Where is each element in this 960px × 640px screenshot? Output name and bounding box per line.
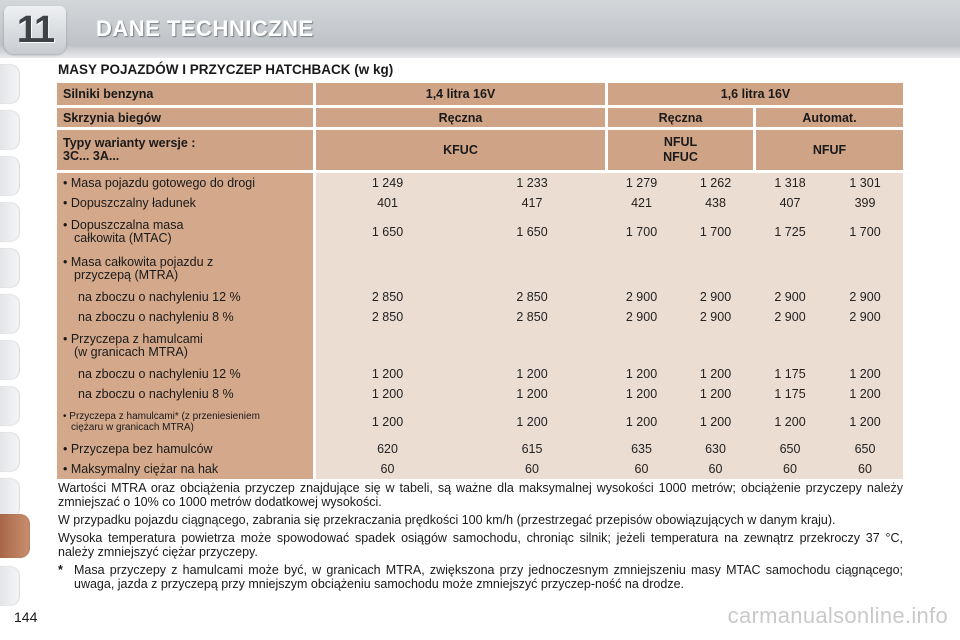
notes (58, 481, 903, 591)
table-row (57, 173, 903, 193)
type-kfuc: KFUC (313, 130, 605, 170)
row-label-text: na zboczu o nachyleniu 8 % (78, 310, 234, 324)
cell-value: 2 900 (605, 307, 678, 327)
cell-value: 401 (313, 193, 459, 213)
types-header-row (57, 130, 903, 170)
note-altitude: Wartości MTRA oraz obciążenia przyczep znajdujące się w tabeli, są ważne dla maksymalnej wysokości 1000 metrów; obciążenie przyczepy należy zmniejszać o 10% co 1000 metrów dodatkowej wysokości. (58, 481, 903, 509)
section-title: MASY POJAZDÓW I PRZYCZEP HATCHBACK (w kg) (58, 62, 394, 77)
cell-value: 1 200 (827, 384, 903, 404)
table-body (57, 173, 903, 479)
cell-value: 620 (313, 439, 459, 459)
cell-value: 60 (753, 459, 827, 479)
cell-value: 1 200 (459, 404, 605, 439)
cell-value: 399 (827, 193, 903, 213)
row-label-text: • Maksymalny ciężar na hak (63, 462, 219, 476)
type-nful-nfuc (605, 130, 753, 170)
cell-value: 1 200 (313, 384, 459, 404)
cell-value: 1 650 (459, 213, 605, 250)
cell-value: 2 900 (753, 287, 827, 307)
cell-value: 2 900 (827, 287, 903, 307)
gearbox-header-row (57, 108, 903, 127)
cell-value: 1 200 (459, 384, 605, 404)
side-tab-1[interactable] (0, 64, 20, 104)
cell-value: 2 850 (459, 307, 605, 327)
weights-table (57, 83, 903, 479)
cell-value: 650 (827, 439, 903, 459)
row-label-text: • Masa pojazdu gotowego do drogi (63, 176, 256, 190)
cell-value: 2 850 (313, 287, 459, 307)
side-tab-3[interactable] (0, 156, 20, 196)
cell-value (678, 250, 753, 287)
cell-value: 1 700 (678, 213, 753, 250)
row-label-text: na zboczu o nachyleniu 12 % (78, 290, 241, 304)
row-label-line2: całkowita (MTAC) (74, 230, 172, 245)
row-label-line2: (w granicach MTRA) (74, 344, 188, 359)
cell-value: 2 900 (678, 307, 753, 327)
table-row (57, 250, 903, 287)
cell-value (313, 327, 459, 364)
cell-value: 417 (459, 193, 605, 213)
gearbox-manual-16: Ręczna (605, 108, 753, 127)
table-row (57, 327, 903, 364)
cell-value: 421 (605, 193, 678, 213)
chapter-number: 11 (16, 8, 54, 51)
cell-value: 407 (753, 193, 827, 213)
table-row (57, 384, 903, 404)
row-label (57, 384, 313, 404)
cell-value (678, 327, 753, 364)
header-band-shade (0, 46, 960, 58)
row-label-line1: • Masa całkowita pojazdu z (63, 254, 214, 269)
row-label (57, 404, 313, 439)
row-label-line1: • Przyczepa z hamulcami (63, 331, 203, 346)
type-nfuf: NFUF (753, 130, 903, 170)
cell-value: 60 (459, 459, 605, 479)
side-tab-7[interactable] (0, 340, 20, 380)
cell-value: 1 200 (827, 404, 903, 439)
cell-value (827, 250, 903, 287)
cell-value: 1 279 (605, 173, 678, 193)
table-row (57, 404, 903, 439)
row-label (57, 327, 313, 364)
row-label-text: na zboczu o nachyleniu 12 % (78, 367, 241, 381)
gearbox-auto-16: Automat. (753, 108, 903, 127)
row-label (57, 459, 313, 479)
side-tab-9[interactable] (0, 432, 20, 472)
note-temperature: Wysoka temperatura powietrza może spowodować spadek osiągów samochodu, chroniąc silnik; jeżeli temperatura na zewnątrz przekroczy 37 °C, należy zmniejszyć ciężar przyczepy. (58, 531, 903, 559)
cell-value: 2 900 (827, 307, 903, 327)
types-label (57, 130, 313, 170)
side-tab-6[interactable] (0, 294, 20, 334)
type-nfuc: NFUC (663, 150, 698, 164)
cell-value: 615 (459, 439, 605, 459)
cell-value: 1 175 (753, 364, 827, 384)
cell-value: 1 200 (678, 384, 753, 404)
row-label (57, 439, 313, 459)
engines-label: Silniki benzyna (57, 83, 313, 105)
side-tab-4[interactable] (0, 202, 20, 242)
cell-value: 2 900 (605, 287, 678, 307)
table-row (57, 364, 903, 384)
row-label (57, 173, 313, 193)
row-label (57, 250, 313, 287)
cell-value (605, 327, 678, 364)
cell-value: 60 (605, 459, 678, 479)
cell-value: 1 650 (313, 213, 459, 250)
table-row (57, 213, 903, 250)
cell-value: 438 (678, 193, 753, 213)
engine-14-header: 1,4 litra 16V (313, 83, 605, 105)
cell-value: 1 700 (827, 213, 903, 250)
footnote (58, 563, 903, 591)
cell-value: 60 (313, 459, 459, 479)
cell-value: 1 200 (605, 404, 678, 439)
side-tab-12[interactable] (0, 566, 20, 606)
cell-value: 60 (827, 459, 903, 479)
gearbox-label: Skrzynia biegów (57, 108, 313, 127)
cell-value (827, 327, 903, 364)
types-label-line2: 3C... 3A... (63, 149, 120, 163)
type-nful: NFUL (663, 135, 698, 149)
cell-value: 1 200 (678, 404, 753, 439)
row-label (57, 307, 313, 327)
cell-value (459, 250, 605, 287)
cell-value: 1 200 (827, 364, 903, 384)
cell-value: 1 200 (313, 364, 459, 384)
cell-value: 1 200 (753, 404, 827, 439)
cell-value: 1 233 (459, 173, 605, 193)
footnote-text: Masa przyczepy z hamulcami może być, w granicach MTRA, zwiększona przy jednoczesnym zmniejszeniu masy MTAC samochodu ciągnącego; uwaga, jazda z przyczepą przy mniejszym obciążeniu samochodu może zmniejszyć przyczep-ność na drodze. (74, 563, 903, 591)
cell-value: 2 900 (753, 307, 827, 327)
cell-value: 1 262 (678, 173, 753, 193)
cell-value: 1 200 (459, 364, 605, 384)
footnote-mark: * (58, 563, 63, 577)
cell-value: 1 200 (313, 404, 459, 439)
table-row (57, 459, 903, 479)
cell-value: 1 175 (753, 384, 827, 404)
cell-value: 1 200 (605, 384, 678, 404)
cell-value: 2 900 (678, 287, 753, 307)
table-row (57, 307, 903, 327)
row-label (57, 364, 313, 384)
row-label (57, 193, 313, 213)
cell-value (605, 250, 678, 287)
cell-value (753, 250, 827, 287)
side-tab-11-active[interactable] (0, 514, 30, 558)
chapter-title: DANE TECHNICZNE (96, 16, 314, 41)
cell-value: 1 200 (605, 364, 678, 384)
cell-value: 1 249 (313, 173, 459, 193)
side-tab-2[interactable] (0, 110, 20, 150)
cell-value (313, 250, 459, 287)
row-label (57, 213, 313, 250)
side-tab-5[interactable] (0, 248, 20, 288)
cell-value (459, 327, 605, 364)
table-row (57, 439, 903, 459)
row-label-line1: • Dopuszczalna masa (63, 217, 184, 232)
cell-value: 1 725 (753, 213, 827, 250)
side-tab-10[interactable] (0, 478, 20, 518)
row-label-text: • Przyczepa bez hamulców (63, 442, 213, 456)
cell-value: 635 (605, 439, 678, 459)
chapter-badge (4, 6, 66, 54)
cell-value: 1 301 (827, 173, 903, 193)
table-row (57, 287, 903, 307)
cell-value: 60 (678, 459, 753, 479)
types-label-line1: Typy warianty wersje : (63, 136, 196, 150)
cell-value: 650 (753, 439, 827, 459)
cell-value: 2 850 (459, 287, 605, 307)
row-label (57, 287, 313, 307)
table-row (57, 193, 903, 213)
cell-value: 1 200 (678, 364, 753, 384)
row-label-line2: ciężaru w granicach MTRA) (71, 421, 194, 433)
row-label-text: na zboczu o nachyleniu 8 % (78, 387, 234, 401)
side-tab-8[interactable] (0, 386, 20, 426)
gearbox-manual-14: Ręczna (313, 108, 605, 127)
row-label-text: • Dopuszczalny ładunek (63, 196, 196, 210)
watermark: carmanualsonline.info (727, 603, 948, 628)
cell-value (753, 327, 827, 364)
row-label-line1: • Przyczepa z hamulcami* (z przeniesieniem (63, 410, 260, 422)
cell-value: 2 850 (313, 307, 459, 327)
note-speed: W przypadku pojazdu ciągnącego, zabrania się przekraczania prędkości 100 km/h (przestrzegać przepisów obowiązujących w danym kraju). (58, 513, 836, 527)
engine-16-header: 1,6 litra 16V (605, 83, 903, 105)
cell-value: 1 318 (753, 173, 827, 193)
page-number: 144 (14, 609, 38, 625)
row-label-line2: przyczepą (MTRA) (74, 267, 179, 282)
cell-value: 630 (678, 439, 753, 459)
engines-header-row (57, 83, 903, 105)
cell-value: 1 700 (605, 213, 678, 250)
